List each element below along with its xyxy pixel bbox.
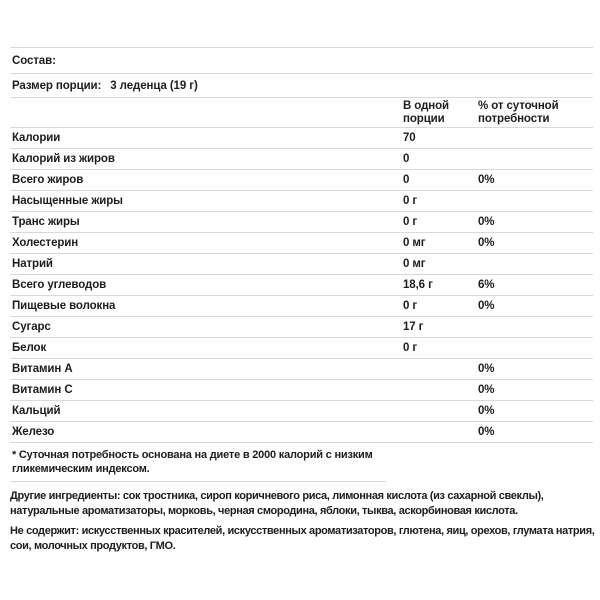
- nutrient-amount: 0 г: [403, 342, 418, 354]
- nutrient-row: [10, 317, 593, 338]
- nutrient-amount: 0: [403, 174, 410, 186]
- nutrient-row: [10, 212, 593, 233]
- other-ingredients-paragraph: Другие ингредиенты: сок тростника, сироп коричневого риса, лимонная кислота (из сахарной свеклы), натуральные ароматизаторы, морковь, черная смородина, яблоки, тыква, аскорбиновая кислота.: [10, 490, 544, 517]
- nutrient-label: Всего углеводов: [12, 279, 107, 291]
- nutrient-amount: 0 мг: [403, 258, 426, 270]
- nutrient-row: [10, 254, 593, 275]
- nutrient-amount: 0 мг: [403, 237, 426, 249]
- nutrient-amount: 0 г: [403, 300, 418, 312]
- nutrient-amount: 70: [403, 132, 416, 144]
- nutrient-label: Железо: [12, 426, 55, 438]
- serving-size-label: Размер порции:: [12, 79, 102, 92]
- daily-value-footnote: * Суточная потребность основана на диете в 2000 калорий с низким гликемическим индексом.: [10, 443, 402, 482]
- nutrient-label: Кальций: [12, 405, 61, 417]
- nutrition-table: [10, 47, 593, 482]
- nutrient-row: [10, 191, 593, 212]
- nutrient-row: [10, 380, 593, 401]
- nutrient-dv: 0%: [478, 216, 495, 228]
- nutrient-dv: 0%: [478, 384, 495, 396]
- nutrient-dv: 0%: [478, 174, 495, 186]
- nutrient-amount: 18,6 г: [403, 279, 433, 291]
- nutrient-label: Калории: [12, 132, 61, 144]
- nutrient-label: Транс жиры: [12, 216, 80, 228]
- nutrient-label: Насыщенные жиры: [12, 195, 123, 207]
- nutrient-row: [10, 233, 593, 254]
- nutrient-dv: 0%: [478, 300, 495, 312]
- daily-value-column-header: % от суточной потребности: [478, 100, 559, 125]
- serving-size-value: 3 леденца (19 г): [110, 79, 198, 92]
- nutrient-row: [10, 422, 593, 443]
- nutrient-row: [10, 128, 593, 149]
- nutrient-row: [10, 170, 593, 191]
- nutrient-label: Калорий из жиров: [12, 153, 115, 165]
- per-serving-column-header: В одной порции: [403, 100, 450, 125]
- nutrient-row: [10, 359, 593, 380]
- nutrient-amount: 0: [403, 153, 410, 165]
- nutrient-label: Натрий: [12, 258, 53, 270]
- nutrient-label: Белок: [12, 342, 47, 354]
- composition-label: Состав:: [12, 54, 56, 67]
- column-header-row: [10, 98, 593, 128]
- nutrient-dv: 0%: [478, 405, 495, 417]
- nutrient-dv: 6%: [478, 279, 495, 291]
- nutrient-label: Витамин A: [12, 363, 73, 375]
- nutrient-row: [10, 275, 593, 296]
- composition-row: [10, 48, 593, 74]
- nutrient-label: Всего жиров: [12, 174, 84, 186]
- nutrient-label: Сугарс: [12, 321, 51, 333]
- nutrient-row: [10, 296, 593, 317]
- nutrient-amount: 0 г: [403, 216, 418, 228]
- nutrient-row: [10, 338, 593, 359]
- nutrient-label: Пищевые волокна: [12, 300, 116, 312]
- nutrient-row: [10, 149, 593, 170]
- does-not-contain-paragraph: Не содержит: искусственных красителей, искусственных ароматизаторов, глютена, яиц, орехов, глумата натрия, сои, молочных продуктов, ГМО.: [10, 525, 595, 552]
- nutrient-row: [10, 401, 593, 422]
- nutrient-rows: [10, 128, 593, 443]
- nutrient-label: Витамин C: [12, 384, 73, 396]
- serving-size-row: [10, 74, 593, 98]
- nutrient-dv: 0%: [478, 237, 495, 249]
- nutrient-dv: 0%: [478, 426, 495, 438]
- nutrient-label: Холестерин: [12, 237, 79, 249]
- nutrient-amount: 17 г: [403, 321, 424, 333]
- nutrient-dv: 0%: [478, 363, 495, 375]
- nutrient-amount: 0 г: [403, 195, 418, 207]
